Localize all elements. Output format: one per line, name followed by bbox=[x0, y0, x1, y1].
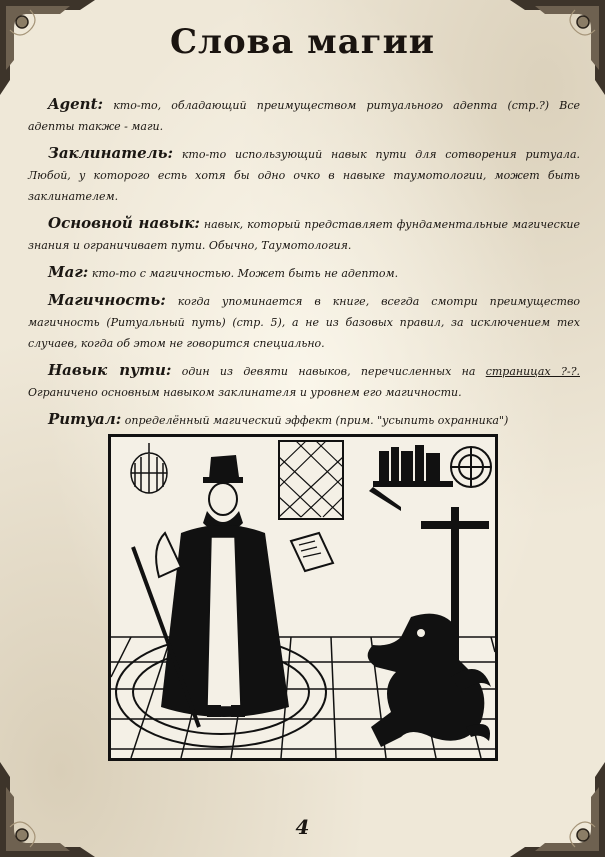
corner-ornament-bottom-left bbox=[0, 762, 95, 857]
glossary-entry-path-skill bbox=[28, 360, 580, 403]
open-book bbox=[291, 533, 333, 571]
page-title: Слова магии bbox=[169, 22, 436, 62]
glossary-term: Основной навык: bbox=[48, 214, 200, 232]
pages-link[interactable]: страницах ?-?. bbox=[485, 365, 580, 378]
bookshelf bbox=[369, 445, 453, 511]
glossary-definition: кто-то с магичностью. Может быть не адептом. bbox=[91, 267, 399, 280]
glossary-entry-mage bbox=[28, 262, 580, 284]
glossary-definition: кто-то использующий навык пути для сотворения ритуала. Любой, у которого есть хотя бы одно очко в навыке таумотологии, может быть заклинателем. bbox=[28, 148, 580, 203]
glossary-definition: один из девяти навыков, перечисленных на bbox=[181, 365, 476, 378]
glossary-term: Магичность: bbox=[48, 291, 166, 309]
page-number: 4 bbox=[295, 815, 310, 839]
glossary-entry-core-skill bbox=[28, 213, 580, 256]
glossary-entry-caster bbox=[28, 143, 580, 207]
glossary-term: Навык пути: bbox=[48, 361, 172, 379]
astrolabe bbox=[451, 447, 491, 487]
glossary-term: Agent: bbox=[48, 95, 104, 113]
glossary-term: Ритуал: bbox=[48, 410, 122, 428]
glossary bbox=[28, 94, 580, 437]
woodcut-magician-demon bbox=[111, 437, 495, 758]
glossary-definition: когда упоминается в книге, всегда смотри преимущество магичность (Ритуальный путь) (стр. 5), а не из базовых правил, за исключением тех случаев, когда об этом не говорится специально. bbox=[28, 295, 580, 350]
glossary-definition: кто-то, обладающий преимуществом ритуального адепта (стр.?) Все адепты также - маги. bbox=[28, 99, 580, 133]
magician-figure bbox=[156, 455, 289, 717]
lattice-window bbox=[279, 441, 343, 519]
woodcut-illustration bbox=[108, 434, 498, 761]
birdcage bbox=[131, 443, 167, 493]
glossary-entry-ritual bbox=[28, 409, 580, 431]
corner-ornament-bottom-right bbox=[510, 762, 605, 857]
glossary-entry-agent bbox=[28, 94, 580, 137]
glossary-definition: определённый магический эффект (прим. "усыпить охранника") bbox=[124, 414, 509, 427]
glossary-definition: Ограничено основным навыком заклинателя и уровнем его магичности. bbox=[28, 386, 462, 399]
glossary-entry-magery bbox=[28, 290, 580, 354]
glossary-term: Маг: bbox=[48, 263, 89, 281]
glossary-definition: навык, который представляет фундаментальные магические знания и ограничивает пути. Обычно, Таумотология. bbox=[28, 218, 580, 252]
glossary-term: Заклинатель: bbox=[48, 144, 174, 162]
demon-figure bbox=[368, 614, 491, 747]
